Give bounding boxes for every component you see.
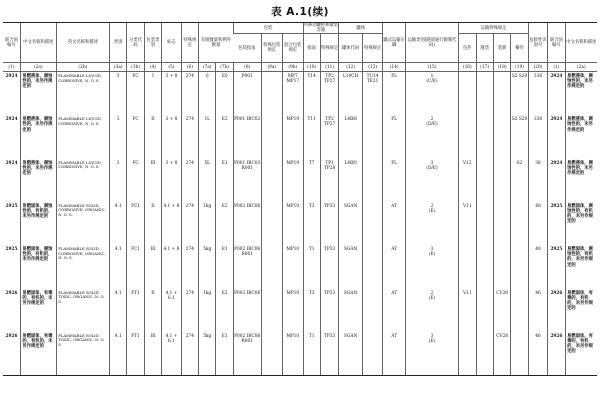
col-number: (10) — [303, 63, 320, 72]
cell-un-no-2: 2925 — [548, 245, 565, 288]
col-number: (11) — [320, 63, 338, 72]
cell-special-provisions: 274 — [181, 159, 198, 202]
cell-rtank-code: SGAN — [339, 289, 363, 332]
cell-en-name: FLAMMABLE LIQUID, CORROSIVE, N. O. S. — [56, 72, 109, 116]
cell-tank-special: TP33 — [320, 332, 338, 376]
cell-st-pkg — [459, 72, 476, 116]
header-packaging-group: 包装 — [233, 23, 303, 34]
cell-cn-name-2: 易燃固体，腐蚀性的，有机的，未另作规定的 — [565, 245, 597, 288]
cell-st-op — [511, 289, 528, 332]
header-special-provisions: 特殊规定 — [181, 23, 198, 63]
cell-limited-qty: 1kg — [199, 202, 216, 245]
cell-pkg-special — [261, 159, 283, 202]
cell-tank-instr: T14 — [303, 72, 320, 116]
col-number: (5) — [162, 63, 181, 72]
table-title: 表 A.1(续) — [271, 6, 329, 18]
cell-vehicle: FL — [383, 159, 406, 202]
cell-tank-instr: T1 — [303, 245, 320, 288]
cell-pkg-special — [261, 332, 283, 376]
cell-cn-name: 易燃固体，有毒的，有机的，未另作规定的 — [20, 332, 56, 376]
table-row — [3, 72, 597, 116]
cell-rtank-special — [362, 115, 382, 158]
cell-pkg-special — [261, 72, 283, 116]
cell-un-no-2: 2924 — [548, 159, 565, 202]
cell-packing-group: II — [144, 202, 161, 245]
cell-class-code: FC1 — [127, 245, 144, 288]
cell-cn-name-2: 易燃液体，腐蚀性的，未另作规定的 — [565, 72, 597, 116]
cell-vehicle: FL — [383, 72, 406, 116]
cell-st-load — [493, 115, 510, 158]
cell-st-load — [493, 245, 510, 288]
header-cn-name: 中文名称和描述 — [20, 23, 56, 63]
header-st-op: 操作 — [511, 34, 528, 63]
cell-limited-qty: 5kg — [199, 245, 216, 288]
col-number: (8) — [233, 63, 261, 72]
cell-tank-instr: T7 — [303, 159, 320, 202]
cell-excepted-qty: E1 — [216, 332, 233, 376]
cell-pkg-instr: P002 IBC06 R001 — [233, 332, 261, 376]
cell-cn-name-2: 易燃固体，有毒的，有机的，未另作规定的 — [565, 289, 597, 332]
cell-un-no: 2924 — [5, 117, 18, 123]
cell-excepted-qty: E1 — [216, 245, 233, 288]
cell-st-bulk — [476, 115, 493, 158]
column-number-row — [3, 63, 597, 72]
cell-en-name: FLAMMABLE SOLID, CORROSIVE, ORGANIC, N. O. S. — [56, 245, 109, 288]
col-number: (17) — [476, 63, 493, 72]
cell-packing-group: III — [144, 332, 161, 376]
header-tank-special: 特殊规定 — [320, 34, 338, 63]
cell-hazard-id: 48 — [528, 202, 547, 245]
cell-en-name: FLAMMABLE LIQUID, CORROSIVE, N. O. S. — [56, 159, 109, 202]
col-number: (9a) — [261, 63, 283, 72]
col-number: (2b) — [56, 63, 109, 72]
cell-rtank-special — [362, 202, 382, 245]
header-vehicle: 罐式运输车辆 — [383, 23, 406, 63]
cell-label: 4.1 + 6.1 — [162, 332, 181, 376]
cell-hazard-id: 46 — [528, 289, 547, 332]
cell-vehicle: FL — [383, 115, 406, 158]
cell-limited-qty: 5L — [199, 159, 216, 202]
cell-st-pkg: V11 — [459, 202, 476, 245]
cell-en-name: FLAMMABLE SOLID, TOXIC, ORGANIC, N. O. S. — [56, 332, 109, 376]
cell-special-provisions: 274 — [181, 289, 198, 332]
cell-class-code: FT1 — [127, 289, 144, 332]
cell-un-no-2: 2926 — [548, 289, 565, 332]
cell-hazard-id: 338 — [528, 115, 547, 158]
col-number: (1) — [3, 63, 20, 72]
col-number: (2a) — [565, 63, 597, 72]
cell-special-provisions: 274 — [181, 332, 198, 376]
cell-pkg-instr: P001 — [233, 72, 261, 116]
cell-label: 4.1 + 8 — [162, 202, 181, 245]
transport-category: 3 — [430, 247, 434, 253]
cell-st-load: CV28 — [493, 289, 510, 332]
cell-en-name: FLAMMABLE SOLID, CORROSIVE, ORGANIC, N. O. S. — [56, 202, 109, 245]
cell-packing-group: III — [144, 245, 161, 288]
cell-mixed-pkg: MP10 — [283, 245, 304, 288]
transport-category: 2 — [430, 204, 434, 210]
cell-cn-name: 易燃液体，腐蚀性的，未另作规定的 — [20, 115, 56, 158]
transport-category: 2 — [430, 117, 434, 123]
cell-st-pkg — [459, 245, 476, 288]
cell-class-code: FT1 — [127, 332, 144, 376]
col-number: (15) — [405, 63, 458, 72]
header-rtank-special: 特殊规定 — [362, 34, 382, 63]
cell-mixed-pkg: MP19 — [283, 115, 304, 158]
table-row — [3, 115, 597, 158]
col-number: (16) — [459, 63, 476, 72]
cell-cn-name: 易燃固体，腐蚀性的，有机的，未另作规定的 — [20, 245, 56, 288]
cell-special-provisions: 274 — [181, 245, 198, 288]
cell-packing-group: III — [144, 159, 161, 202]
cell-tank-instr: T3 — [303, 289, 320, 332]
cell-rtank-special — [362, 245, 382, 288]
cell-pkg-instr: P001 IBC02 — [233, 115, 261, 158]
cell-st-op — [511, 245, 528, 288]
header-tank-group: 可移动罐柜和散装容器 — [303, 23, 339, 34]
cell-label: 4.1 + 8 — [162, 245, 181, 288]
header-tank-instr: 指南 — [303, 34, 320, 63]
header-label: 标志 — [162, 23, 181, 63]
transport-category: 3 — [430, 160, 434, 166]
cell-mixed-pkg: MP10 — [283, 289, 304, 332]
cell-tank-instr: T1 — [303, 332, 320, 376]
cell-st-bulk — [476, 332, 493, 376]
cell-hazard-id: 48 — [528, 245, 547, 288]
cell-rtank-code: SGAN — [339, 245, 363, 288]
header-mixed-pkg: 混合包装规定 — [283, 34, 304, 63]
cell-st-op — [511, 202, 528, 245]
cell-un-no: 2924 — [5, 74, 18, 80]
cell-vehicle: AT — [383, 245, 406, 288]
col-number: (13) — [362, 63, 382, 72]
cell-un-no-2: 2926 — [548, 332, 565, 376]
cell-packing-group: I — [144, 72, 161, 116]
cell-excepted-qty: E0 — [216, 72, 233, 116]
header-class: 类别 — [109, 23, 126, 63]
header-class-code: 分类代码 — [127, 23, 144, 63]
tunnel-code: (E) — [428, 252, 436, 258]
col-number: (3a) — [109, 63, 126, 72]
cell-hazard-id: 338 — [528, 72, 547, 116]
cell-rtank-special — [362, 332, 382, 376]
header-rtank-group: 罐体 — [339, 23, 383, 34]
cell-rtank-special — [362, 159, 382, 202]
cell-rtank-code: SGAN — [339, 202, 363, 245]
cell-limited-qty: 1L — [199, 115, 216, 158]
tunnel-code: (E) — [428, 295, 436, 301]
cell-excepted-qty: E2 — [216, 115, 233, 158]
table-row — [3, 289, 597, 332]
header-hazard-id: 危险性识别号 — [528, 23, 547, 63]
table-row — [3, 159, 597, 202]
cell-cn-name: 易燃液体，腐蚀性的，未另作规定的 — [20, 72, 56, 116]
cell-tank-instr: T11 — [303, 115, 320, 158]
cell-en-name: FLAMMABLE SOLID, TOXIC, ORGANIC, N. O. S. — [56, 289, 109, 332]
cell-pkg-special — [261, 289, 283, 332]
cell-transport-cat — [405, 332, 458, 376]
cell-un-no: 2926 — [5, 290, 18, 296]
cell-pkg-special — [261, 245, 283, 288]
cell-st-pkg: V12 — [459, 159, 476, 202]
cell-transport-cat — [405, 202, 458, 245]
cell-tank-instr: T3 — [303, 202, 320, 245]
tunnel-code: (E) — [428, 209, 436, 215]
cell-hazard-id: 46 — [528, 332, 547, 376]
cell-st-bulk — [476, 159, 493, 202]
col-number: (7b) — [216, 63, 233, 72]
cell-st-load — [493, 72, 510, 116]
transport-category: 1 — [430, 74, 434, 80]
cell-en-name: FLAMMABLE LIQUID, CORROSIVE, N. O. S. — [56, 115, 109, 158]
cell-un-no: 2924 — [5, 160, 18, 166]
cell-un-no-2: 2925 — [548, 202, 565, 245]
dangerous-goods-table — [3, 22, 597, 376]
table-row — [3, 202, 597, 245]
cell-packing-group: II — [144, 115, 161, 158]
cell-rtank-code: L10CH — [339, 72, 363, 116]
header-st-load: 装卸 — [493, 34, 510, 63]
cell-transport-cat — [405, 72, 458, 116]
cell-cn-name: 易燃固体，腐蚀性的，有机的，未另作规定的 — [20, 202, 56, 245]
cell-label: 3 + 8 — [162, 115, 181, 158]
cell-limited-qty: 1kg — [199, 289, 216, 332]
cell-st-op — [511, 332, 528, 376]
transport-category: 2 — [430, 290, 434, 296]
header-en-name: 英文名称和描述 — [56, 23, 109, 63]
cell-pkg-instr: P002 IBC06 R001 — [233, 245, 261, 288]
col-number: (12) — [339, 63, 363, 72]
col-number: (7a) — [199, 63, 216, 72]
cell-st-bulk — [476, 202, 493, 245]
cell-st-op: S2 — [511, 159, 528, 202]
cell-cn-name-2: 易燃固体，有毒的，有机的，未另作规定的 — [565, 332, 597, 376]
cell-vehicle: AT — [383, 332, 406, 376]
cell-mixed-pkg: MP7 MP17 — [283, 72, 304, 116]
col-number: (14) — [383, 63, 406, 72]
cell-special-provisions: 274 — [181, 115, 198, 158]
cell-pkg-instr: P002 IBC06 — [233, 202, 261, 245]
cell-cn-name-2: 易燃液体，腐蚀性的，未另作规定的 — [565, 115, 597, 158]
cell-tank-special: TP33 — [320, 289, 338, 332]
cell-pkg-instr: P001 IBC03 R001 — [233, 159, 261, 202]
cell-class: 3 — [109, 72, 126, 116]
cell-label: 4.1 + 6.1 — [162, 289, 181, 332]
cell-tank-special: TP2 TP27 — [320, 115, 338, 158]
cell-st-bulk — [476, 245, 493, 288]
col-number: (2a) — [20, 63, 56, 72]
col-number: (4) — [144, 63, 161, 72]
header-transport-cat: 运输类别(隧道通行限制代码) — [405, 23, 458, 63]
header-special-transport-group: 运输特殊规定 — [459, 23, 529, 34]
tunnel-code: (E) — [428, 338, 436, 344]
cell-st-load: CV28 — [493, 332, 510, 376]
cell-class-code: FC — [127, 72, 144, 116]
cell-st-op: S2 S20 — [511, 115, 528, 158]
cell-packing-group: II — [144, 289, 161, 332]
col-number: (9b) — [283, 63, 304, 72]
cell-rtank-special: TU14 TE21 — [362, 72, 382, 116]
cell-limited-qty: 5kg — [199, 332, 216, 376]
header-limited-qty: 有限数量和例外数量 — [199, 23, 234, 63]
header-un-no-2: 联合国编号 — [548, 23, 565, 63]
col-number: (6) — [181, 63, 198, 72]
cell-special-provisions: 274 — [181, 202, 198, 245]
cell-class: 4.1 — [109, 289, 126, 332]
cell-class-code: FC — [127, 115, 144, 158]
col-number: (19) — [511, 63, 528, 72]
cell-transport-cat — [405, 115, 458, 158]
cell-transport-cat — [405, 245, 458, 288]
transport-category: 3 — [430, 333, 434, 339]
col-number: (1) — [548, 63, 565, 72]
cell-excepted-qty: E2 — [216, 289, 233, 332]
cell-un-no-2: 2924 — [548, 72, 565, 116]
cell-mixed-pkg: MP10 — [283, 202, 304, 245]
cell-tank-special: TP33 — [320, 202, 338, 245]
header-pkg-special: 特殊包装规定 — [261, 34, 283, 63]
cell-class-code: FC — [127, 159, 144, 202]
header-rtank-code: 罐体代码 — [339, 34, 363, 63]
cell-st-op: S2 S20 — [511, 72, 528, 116]
cell-tank-special: TP33 — [320, 245, 338, 288]
header-packing-group: 包装类别 — [144, 23, 161, 63]
cell-st-bulk — [476, 72, 493, 116]
cell-mixed-pkg: MP10 — [283, 332, 304, 376]
cell-st-pkg — [459, 332, 476, 376]
cell-excepted-qty: E2 — [216, 202, 233, 245]
cell-class: 4.1 — [109, 332, 126, 376]
cell-label: 3 + 8 — [162, 72, 181, 116]
cell-un-no: 2926 — [3, 332, 20, 376]
cell-un-no: 2925 — [5, 247, 18, 253]
cell-limited-qty: 0 — [199, 72, 216, 116]
cell-rtank-code: SGAN — [339, 332, 363, 376]
cell-tank-special: TP2 TP27 — [320, 72, 338, 116]
cell-un-no: 2925 — [5, 204, 18, 210]
header-st-bulk: 散货 — [476, 34, 493, 63]
cell-un-no-2: 2924 — [548, 115, 565, 158]
cell-st-load — [493, 202, 510, 245]
cell-excepted-qty: E1 — [216, 159, 233, 202]
cell-transport-cat — [405, 289, 458, 332]
cell-vehicle: AT — [383, 289, 406, 332]
cell-pkg-instr: P002 IBC06 — [233, 289, 261, 332]
tunnel-code: (C/E) — [426, 79, 438, 85]
cell-cn-name-2: 易燃固体，腐蚀性的，有机的，未另作规定的 — [565, 202, 597, 245]
table-row — [3, 332, 597, 376]
cell-class: 3 — [109, 115, 126, 158]
cell-cn-name: 易燃液体，腐蚀性的，未另作规定的 — [20, 159, 56, 202]
cell-label: 3 + 8 — [162, 159, 181, 202]
tunnel-code: (D/E) — [426, 165, 438, 171]
cell-transport-cat — [405, 159, 458, 202]
cell-class: 4.1 — [109, 245, 126, 288]
cell-st-pkg: V11 — [459, 289, 476, 332]
cell-class: 3 — [109, 159, 126, 202]
cell-vehicle: AT — [383, 202, 406, 245]
cell-st-load — [493, 159, 510, 202]
cell-cn-name-2: 易燃液体，腐蚀性的，未另作规定的 — [565, 159, 597, 202]
cell-class: 4.1 — [109, 202, 126, 245]
table-row — [3, 245, 597, 288]
col-number: (18) — [493, 63, 510, 72]
header-st-pkg: 包件 — [459, 34, 476, 63]
cell-rtank-code: L4BN — [339, 159, 363, 202]
tunnel-code: (D/E) — [426, 122, 438, 128]
col-number: (3b) — [127, 63, 144, 72]
header-cn-name-2: 中文名称和描述 — [565, 23, 597, 63]
cell-rtank-special — [362, 289, 382, 332]
cell-rtank-code: L4BH — [339, 115, 363, 158]
cell-st-pkg — [459, 115, 476, 158]
cell-hazard-id: 38 — [528, 159, 547, 202]
col-number: (20) — [528, 63, 547, 72]
cell-class-code: FC1 — [127, 202, 144, 245]
cell-cn-name: 易燃固体，有毒的，有机的，未另作规定的 — [20, 289, 56, 332]
cell-tank-special: TP1 TP28 — [320, 159, 338, 202]
header-pkg-instr: 包装指南 — [238, 45, 256, 51]
cell-pkg-special — [261, 115, 283, 158]
cell-mixed-pkg: MP19 — [283, 159, 304, 202]
header-un-no: 联合国编号 — [3, 23, 20, 63]
cell-st-bulk — [476, 289, 493, 332]
cell-special-provisions: 274 — [181, 72, 198, 116]
cell-pkg-special — [261, 202, 283, 245]
